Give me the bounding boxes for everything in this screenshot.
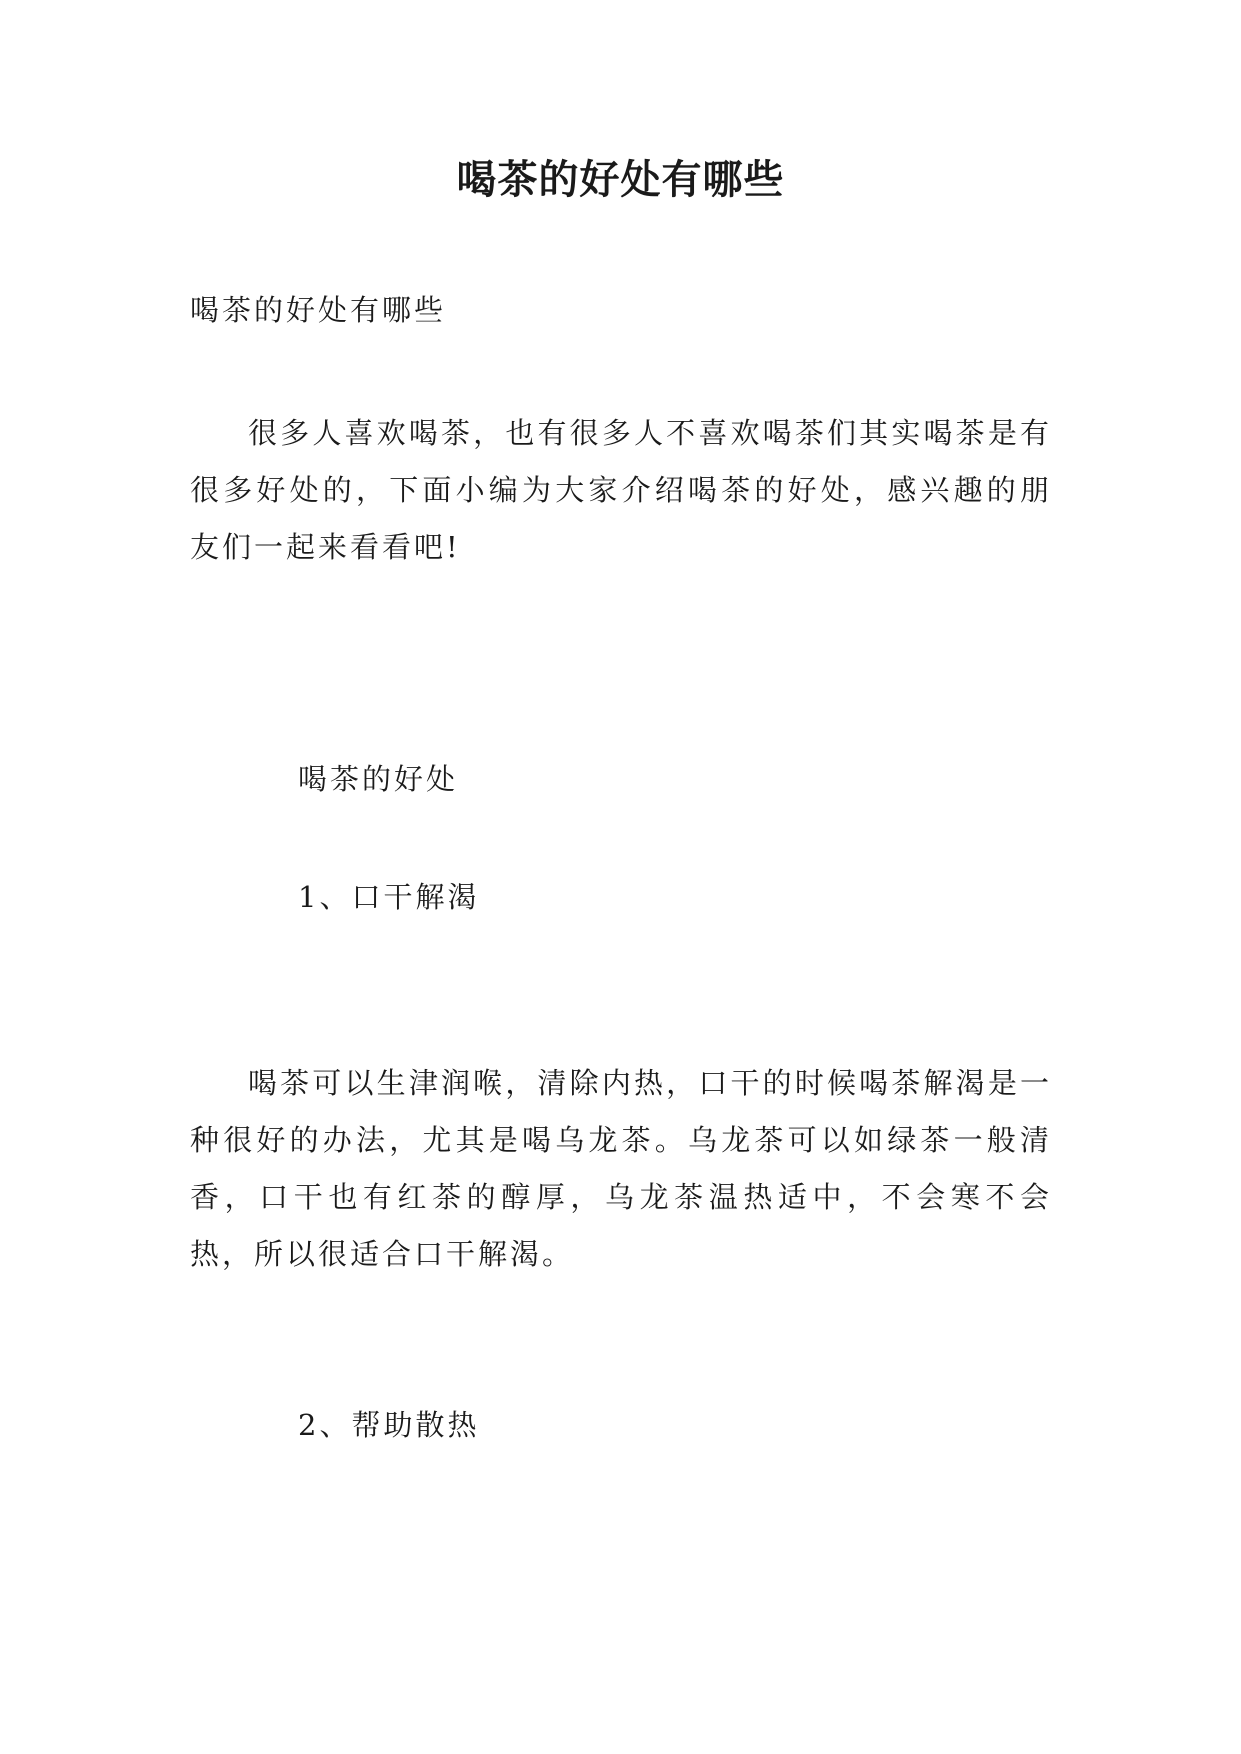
document-title: 喝茶的好处有哪些 (456, 156, 785, 203)
item1-paragraph: 喝茶可以生津润喉，清除内热，口干的时候喝茶解渴是一种很好的办法，尤其是喝乌龙茶。乌龙茶可以如绿茶一般清香，口干也有红茶的醇厚，乌龙茶温热适中，不会寒不会热，所以很适合口干解渴。 (190, 1066, 1052, 1271)
intro-paragraph: 很多人喜欢喝茶，也有很多人不喜欢喝茶们其实喝茶是有很多好处的，下面小编为大家介绍喝茶的好处，感兴趣的朋友们一起来看看吧! (190, 416, 1052, 564)
section-heading: 喝茶的好处 (298, 762, 459, 796)
item2-heading: 2、帮助散热 (298, 1408, 480, 1442)
document-subtitle: 喝茶的好处有哪些 (190, 293, 447, 327)
item1-heading: 1、口干解渴 (298, 880, 480, 914)
